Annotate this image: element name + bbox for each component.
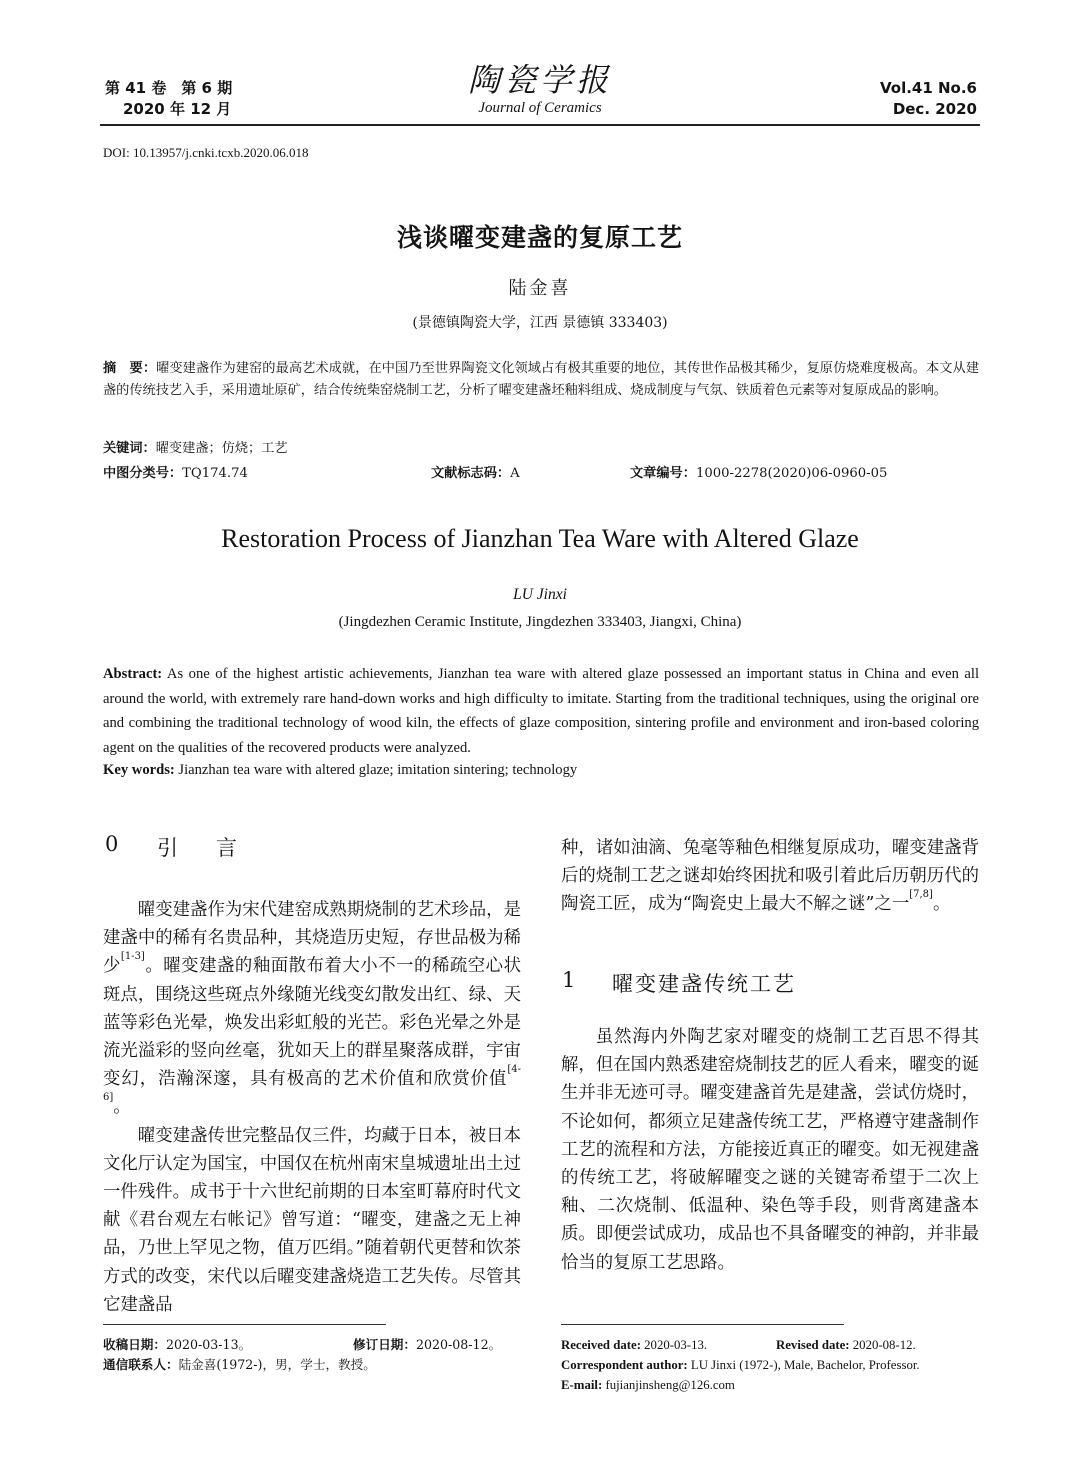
article-no-label: 文章编号： [630,466,696,481]
citation: [1-3] [120,951,145,963]
keywords-en-label: Key words: [103,762,175,778]
abstract-en [103,662,979,760]
received-revised-en [561,1335,991,1355]
abstract-cn-label: 摘 要： [103,361,157,376]
revised-value-en: 2020-08-12. [852,1338,916,1352]
body-right-column-section1 [561,1023,979,1277]
body-right-column-top [561,834,979,919]
correspondent-value-en: LU Jinxi (1972-), Male, Bachelor, Professor. [690,1358,920,1372]
footnote-rule-right [561,1324,844,1325]
affiliation-en: (Jingdezhen Ceramic Institute, Jingdezhen 333403, Jiangxi, China) [338,614,742,630]
correspondent-en [561,1355,991,1375]
correspondent-cn [103,1355,523,1375]
affiliation-cn: (景德镇陶瓷大学，江西 景德镇 333403) [412,315,668,331]
issue-info-en [880,78,977,120]
paragraph: 曜变建盏传世完整品仅三件，均藏于日本，被日本文化厅认定为国宝，中国仅在杭州南宋皇城遗址出土过一件残件。成书于十六世纪前期的日本室町幕府时代文献《君台观左右帐记》曾写道：“曜变，建盏之无上神品，乃世上罕见之物，值万匹绢。”随着朝代更替和饮茶方式的改变，宋代以后曜变建盏烧造工艺失传。尽管其它建盏品 [103,1125,521,1315]
paragraph-text: 种，诸如油滴、兔毫等釉色相继复原成功，曜变建盏背后的烧制工艺之谜却始终困扰和吸引着此后历朝历代的陶瓷工匠，成为“陶瓷史上最大不解之谜”之一 [561,838,979,915]
clc-value: TQ174.74 [182,466,248,481]
paragraph: 虽然海内外陶艺家对曜变的烧制工艺百思不得其解，但在国内熟悉建窑烧制技艺的匠人看来，曜变的诞生并非无迹可寻。曜变建盏首先是建盏，尝试仿烧时，不论如何，都须立足建盏传统工艺，严格遵守建盏制作工艺的流程和方法，方能接近真正的曜变。如无视建盏的传统工艺，将破解曜变之谜的关键寄希望于二次上釉、二次烧制、低温种、染色等手段，则背离建盏本质。即便尝试成功，成品也不具备曜变的神韵，并非最恰当的复原工艺思路。 [561,1027,979,1273]
received-value-cn: 2020-03-13。 [165,1337,252,1352]
revised-label-cn: 修订日期： [353,1337,416,1352]
keywords-cn [103,437,288,456]
footnotes-en [561,1335,991,1395]
keywords-en [103,762,577,779]
clc-label: 中图分类号： [103,466,183,481]
journal-logo: 陶瓷学报 [467,61,612,99]
revised-value-cn: 2020-08-12。 [415,1337,502,1352]
received-label-cn: 收稿日期： [103,1337,166,1352]
article-no-value: 1000-2278(2020)06-0960-05 [695,466,888,481]
journal-name-en: Journal of Ceramics [478,100,602,116]
doc-code-value: A [510,466,520,481]
paragraph [561,834,979,919]
email-value: fujianjinsheng@126.com [605,1378,735,1392]
keywords-en-text: Jianzhan tea ware with altered glaze; imitation sintering; technology [178,762,578,778]
revised-label-en: Revised date: [776,1338,850,1352]
section-1-title: 曜变建盏传统工艺 [612,972,796,996]
received-revised-cn [103,1335,523,1355]
footnote-rule-left [103,1324,386,1325]
title-en: Restoration Process of Jianzhan Tea Ware with Altered Glaze [221,524,859,553]
paragraph-text: 。曜变建盏的釉面散布着大小不一的稀疏空心状斑点，围绕这些斑点外缘随光线变幻散发出红、绿、天蓝等彩色光晕，焕发出彩虹般的光芒。彩色光晕之外是流光溢彩的竖向丝毫，犹如天上的群星聚落成群，宇宙变幻，浩瀚深邃，具有极高的艺术价值和欣赏价值 [103,956,521,1090]
abstract-en-text: As one of the highest artistic achievements, Jianzhan tea ware with altered glaze possessed an important status in China and even all around the world, with extremely rare hand-down works and high difficulty to imitate. Starting from the traditional techniques, using the original ore and combining the traditional technology of wood kiln, the effects of glaze composition, sintering profile and environment and iron-based coloring agent on the qualities of the recovered products were analyzed. [103,666,979,756]
keywords-cn-label: 关键词： [103,441,156,456]
paragraph-text: 。 [932,894,951,915]
section-0-title: 引言 [157,836,275,860]
received-value-en: 2020-03-13. [644,1338,708,1352]
email-en [561,1375,991,1395]
paragraph-text: 曜变建盏作为宋代建窑成熟期烧制的艺术珍品，是建盏中的稀有名贵品种，其烧造历史短，存世品极为稀少 [103,900,521,977]
correspondent-label-cn: 通信联系人： [103,1357,179,1372]
paragraph [103,896,521,1122]
paragraph-text: 。 [113,1097,131,1118]
doc-code-label: 文献标志码： [431,466,511,481]
keywords-cn-text: 曜变建盏；仿烧；工艺 [155,441,288,456]
received-label-en: Received date: [561,1338,641,1352]
volume-issue-en: Vol.41 No.6 [879,79,977,97]
citation: [4-6] [103,1064,521,1104]
abstract-cn [103,358,979,401]
section-1-number: 1 [562,968,576,992]
abstract-cn-text: 曜变建盏作为建窑的最高艺术成就，在中国乃至世界陶瓷文化领域占有极其重要的地位，其传世作品极其稀少，复原仿烧难度极高。本文从建盏的传统技艺入手，采用遗址原矿，结合传统柴窑烧制工艺，分析了曜变建盏坯釉料组成、烧成制度与气氛、铁质着色元素等对复原成品的影响。 [103,361,980,398]
footnotes-cn [103,1335,523,1375]
title-cn: 浅谈曜变建盏的复原工艺 [396,223,683,252]
section-0-number: 0 [105,832,119,856]
citation: [7,8] [909,889,933,901]
abstract-en-label: Abstract: [103,666,163,682]
author-en: LU Jinxi [513,586,567,603]
body-left-column [103,896,521,1319]
header-rule [100,124,980,126]
correspondent-value-cn: 陆金喜(1972-)，男，学士，教授。 [178,1357,376,1372]
email-label: E-mail: [561,1378,603,1392]
volume-issue-cn: 第 41 卷 第 6 期 [105,79,233,97]
date-en: Dec. 2020 [892,100,977,118]
doi: DOI: 10.13957/j.cnki.tcxb.2020.06.018 [103,145,309,160]
correspondent-label-en: Correspondent author: [561,1358,688,1372]
date-cn: 2020 年 12 月 [123,100,232,118]
author-cn: 陆金喜 [508,278,572,299]
